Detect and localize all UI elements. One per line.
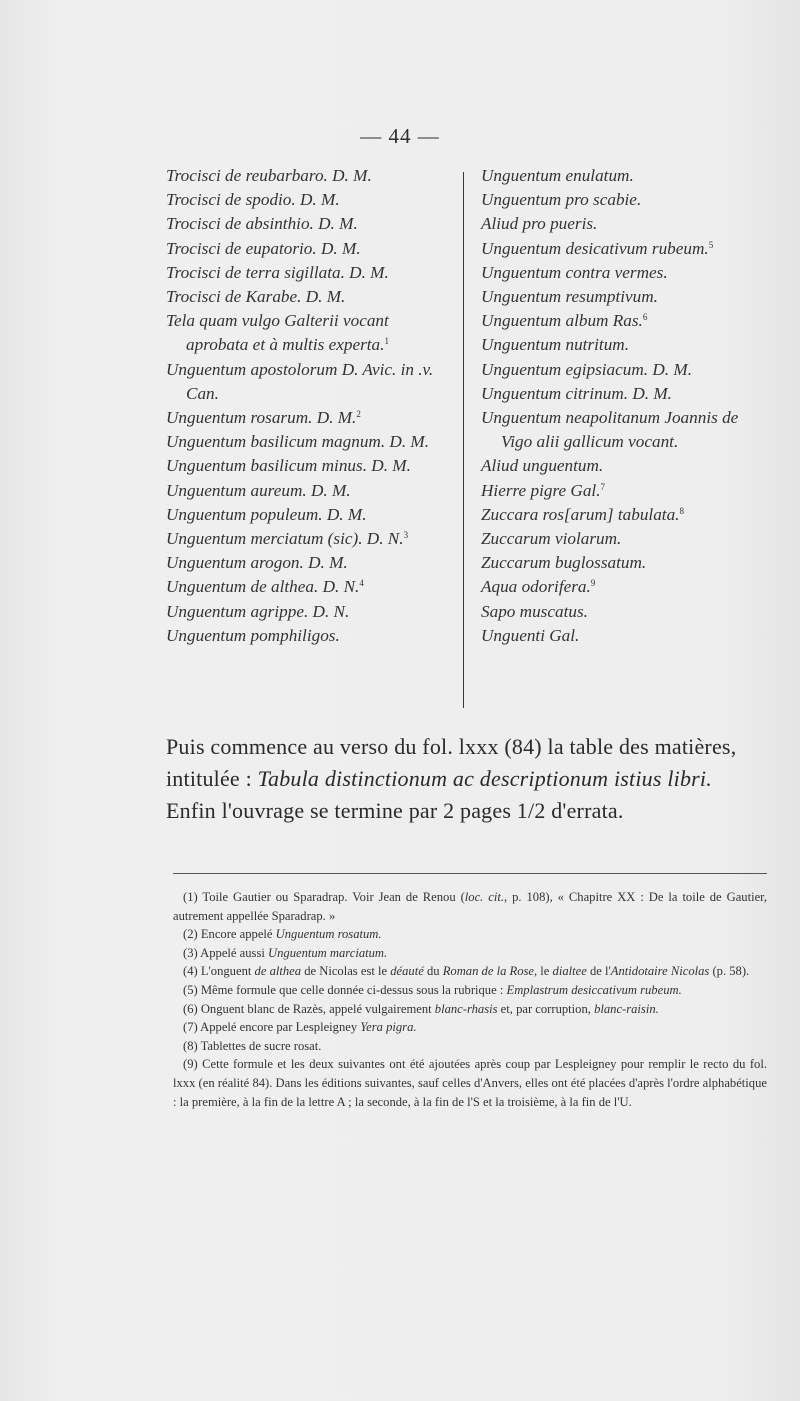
paragraph-part1: Puis commence au verso du fol. lxxx (84) la table des matières, intitulée : xyxy=(166,734,737,791)
index-entry xyxy=(481,479,766,503)
index-entry-text: Trocisci de reubarbaro. D. M. xyxy=(166,166,372,185)
index-entry-text: Hierre pigre Gal. xyxy=(481,480,601,500)
index-entry-text: Unguentum enulatum. xyxy=(481,166,634,185)
footnote-marker: 2 xyxy=(356,409,361,420)
index-entry-text: Trocisci de Karabe. D. M. xyxy=(166,287,346,307)
index-entry-text: Unguentum aureum. D. M. xyxy=(166,480,351,500)
index-entry-text: Unguentum album Ras. xyxy=(481,311,643,331)
footnote-marker: 1 xyxy=(384,336,389,347)
index-entry-text: Unguentum merciatum (sic). D. N. xyxy=(166,529,404,549)
index-entry-text: Unguentum nutritum. xyxy=(481,335,629,355)
footnote-segment: (3) Appelé aussi xyxy=(183,945,268,960)
index-entry xyxy=(166,575,451,599)
index-entry-text: Trocisci de spodio. D. M. xyxy=(166,190,340,210)
index-entry xyxy=(166,454,451,478)
right-column-list xyxy=(481,164,766,648)
index-entry xyxy=(166,479,451,503)
index-entry-text: Unguentum basilicum magnum. D. M. xyxy=(166,432,430,452)
footnote-segment: (1) Toile Gautier ou Sparadrap. Voir Jean de Renou ( xyxy=(183,890,465,904)
index-entry-text: Unguentum agrippe. D. N. xyxy=(166,601,350,621)
index-entry xyxy=(481,358,766,382)
footnote xyxy=(173,981,767,1000)
index-entry xyxy=(481,406,766,454)
footnote-segment: Emplastrum desiccativum rubeum. xyxy=(506,982,682,997)
footnote-segment: (2) Encore appelé xyxy=(183,927,276,942)
footnote-segment: (8) Tablettes de sucre rosat. xyxy=(183,1038,322,1053)
footnote-segment: (6) Onguent blanc de Razès, appelé vulgairement xyxy=(183,1001,435,1016)
index-entry-text: Unguentum resumptivum. xyxy=(481,287,658,307)
index-entry xyxy=(481,382,766,406)
footnote-marker: 4 xyxy=(359,578,364,589)
footnote xyxy=(173,925,767,944)
footnotes-list xyxy=(173,888,767,1111)
index-entry-text: Trocisci de eupatorio. D. M. xyxy=(166,238,361,258)
index-entry-text: Aqua odorifera. xyxy=(481,577,591,597)
footnote-rule xyxy=(173,873,767,874)
index-entry xyxy=(481,575,766,599)
footnote xyxy=(173,944,767,963)
index-entry xyxy=(481,551,766,575)
index-entry xyxy=(481,164,766,188)
left-column-list xyxy=(166,164,451,648)
index-entry-text: Sapo muscatus. xyxy=(481,601,588,621)
footnote-segment: de althea xyxy=(254,964,302,979)
index-entry-text: Tela quam vulgo Galterii vocant aprobata et à multis experta. xyxy=(166,311,389,355)
footnote-segment: du xyxy=(423,964,443,979)
index-entry xyxy=(481,527,766,551)
index-entry-text: Zuccara ros[arum] tabulata. xyxy=(481,504,680,524)
index-entry-text: Unguentum arogon. D. M. xyxy=(166,553,348,573)
index-entry xyxy=(166,600,451,624)
index-entry xyxy=(481,333,766,357)
index-entry xyxy=(481,188,766,212)
footnote-segment: , le xyxy=(534,964,553,979)
index-entry xyxy=(481,285,766,309)
footnote-marker: 3 xyxy=(403,530,409,541)
index-entry xyxy=(166,358,451,406)
footnote xyxy=(173,962,767,981)
index-entry-text: Unguentum egipsiacum. D. M. xyxy=(481,359,692,379)
footnote-marker: 5 xyxy=(708,239,714,250)
index-entry-text: Aliud pro pueris. xyxy=(481,214,598,234)
index-entry-text: Unguentum pomphiligos. xyxy=(166,625,340,645)
index-entry xyxy=(166,430,451,454)
index-entry-text: Trocisci de terra sigillata. D. M. xyxy=(166,262,389,282)
footnote-segment: Antidotaire Nicolas xyxy=(610,964,710,979)
footnote-segment: (4) L'onguent xyxy=(183,964,255,979)
footnote-segment: blanc-rhasis xyxy=(434,1001,498,1016)
footnote-marker: 6 xyxy=(642,312,648,323)
footnote-segment: , p. 108), « Chapitre XX : De la toile de Gautier, autrement appellée Sparadrap. » xyxy=(173,890,768,923)
footnote-marker: 7 xyxy=(600,481,605,492)
index-entry xyxy=(166,309,451,357)
column-divider xyxy=(463,172,464,708)
paragraph-title: Tabula distinctionum ac descriptionum istius libri. xyxy=(257,766,712,791)
footnote-segment: Unguentum rosatum. xyxy=(275,927,382,942)
footnote-marker: 9 xyxy=(590,578,596,589)
index-entry xyxy=(481,624,766,648)
index-entry-text: Aliud unguentum. xyxy=(481,456,604,476)
paragraph-part2: Enfin l'ouvrage se termine par 2 pages 1/2 d'errata. xyxy=(166,798,624,823)
footnote-marker: 8 xyxy=(679,505,684,516)
index-entry-text: Unguentum basilicum minus. D. M. xyxy=(166,456,411,476)
footnote-segment: déauté xyxy=(390,964,424,979)
index-entry xyxy=(166,237,451,261)
index-entry xyxy=(166,188,451,212)
index-entry-text: Unguenti Gal. xyxy=(481,625,580,645)
footnote-segment: (7) Appelé encore par Lespleigney xyxy=(183,1020,361,1035)
index-entry-text: Unguentum rosarum. D. M. xyxy=(166,408,357,428)
index-entry xyxy=(481,212,766,236)
footnote xyxy=(173,888,767,925)
footnote-segment: (p. 58). xyxy=(709,964,750,979)
footnote-segment: de Nicolas est le xyxy=(301,964,391,979)
index-entry-text: Unguentum desicativum rubeum. xyxy=(481,238,709,258)
index-entry xyxy=(166,624,451,648)
index-entry xyxy=(166,406,451,430)
index-entry-text: Unguentum de althea. D. N. xyxy=(166,577,360,597)
index-entry xyxy=(481,600,766,624)
index-entry-text: Zuccarum buglossatum. xyxy=(481,553,647,573)
index-entry xyxy=(481,503,766,527)
index-entry-text: Zuccarum violarum. xyxy=(481,529,622,549)
footnote-segment: Yera pigra. xyxy=(360,1020,417,1035)
footnote xyxy=(173,1037,767,1056)
footnote-segment: (5) Même formule que celle donnée ci-dessus sous la rubrique : xyxy=(183,982,507,997)
index-entry xyxy=(166,164,451,188)
footnote-segment: Roman de la Rose xyxy=(442,964,534,979)
index-entry xyxy=(166,285,451,309)
index-entry xyxy=(166,261,451,285)
footnote-segment: Unguentum marciatum. xyxy=(268,945,388,960)
footnote-segment: blanc-raisin. xyxy=(594,1001,659,1016)
index-entry-text: Unguentum pro scabie. xyxy=(481,190,642,210)
index-entry xyxy=(166,551,451,575)
index-entry xyxy=(481,237,766,261)
footnote-segment: dialtee xyxy=(552,964,587,979)
index-entry xyxy=(481,309,766,333)
footnote-segment: loc. cit. xyxy=(464,890,504,904)
footnote-segment: (9) Cette formule et les deux suivantes ont été ajoutées après coup par Lespleigney pour remplir le recto du fol. lxxx (en réalité 84). Dans les éditions suivantes, sauf celles d'Anvers, elles ont été placées d'après l'ordre alphabétique : la première, à la fin de la lettre A ; la seconde, à la fin de l'S et la troisième, à la fin de l'U. xyxy=(173,1057,767,1109)
footnote xyxy=(173,1055,767,1111)
index-entry xyxy=(481,454,766,478)
footnote-segment: et, par corruption, xyxy=(497,1001,595,1016)
index-entry-text: Trocisci de absinthio. D. M. xyxy=(166,214,358,234)
footnote xyxy=(173,1018,767,1037)
footnote-segment: de l' xyxy=(586,964,611,979)
body-paragraph xyxy=(166,731,766,827)
index-entry-text: Unguentum contra vermes. xyxy=(481,262,668,282)
index-entry xyxy=(481,261,766,285)
index-entry-text: Unguentum neapolitanum Joannis de Vigo alii gallicum vocant. xyxy=(481,408,739,452)
index-entry xyxy=(166,503,451,527)
page-number: — 44 — xyxy=(360,124,440,148)
index-entry xyxy=(166,527,451,551)
index-entry xyxy=(166,212,451,236)
footnote xyxy=(173,1000,767,1019)
index-entry-text: Unguentum citrinum. D. M. xyxy=(481,383,672,403)
index-entry-text: Unguentum apostolorum D. Avic. in .v. Can. xyxy=(166,359,434,403)
index-entry-text: Unguentum populeum. D. M. xyxy=(166,504,367,524)
